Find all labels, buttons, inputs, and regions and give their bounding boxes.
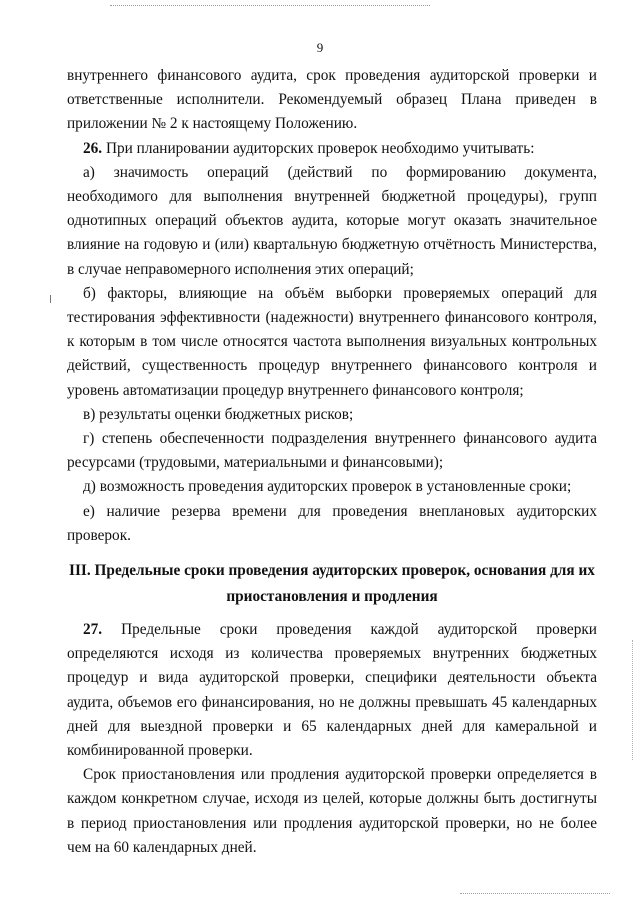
scan-artifact-bottom bbox=[460, 893, 610, 895]
section-heading: III. Предельные сроки проведения аудиторских проверок, основания для их приостановления и продления bbox=[69, 562, 595, 606]
scan-artifact-left bbox=[50, 295, 51, 303]
list-item-d: д) возможность проведения аудиторских проверок в установленные сроки; bbox=[83, 478, 572, 496]
scan-artifact-right bbox=[632, 640, 634, 760]
paragraph-27-text: Предельные сроки проведения каждой аудиторской проверки определяются исходя из количества проверяемых внутренних бюджетных процедур и вида аудиторской проверки, специфики деятельности объекта аудита, объемов его финансирования, но не должны превышать 45 календарных дней для выездной проверки и 65 календарных дней для камеральной и комбинированной проверки. bbox=[67, 621, 597, 760]
list-item-e: е) наличие резерва времени для проведения внеплановых аудиторских проверок. bbox=[67, 502, 597, 544]
list-item-b: б) факторы, влияющие на объём выборки проверяемых операций для тестирования эффективности (надежности) внутреннего финансового контроля, к которым в том числе относятся частота выполнения визуальных контрольных действий, существенность процедур внутреннего финансового контроля и уровень автоматизации процедур внутреннего финансового контроля; bbox=[67, 284, 597, 399]
paragraph-continuation: внутреннего финансового аудита, срок проведения аудиторской проверки и ответственные исполнители. Рекомендуемый образец Плана приведен в приложении № 2 к настоящему Положению. bbox=[67, 67, 597, 133]
paragraph-suspension-period: Срок приостановления или продления аудиторской проверки определяется в каждом конкретном случае, исходя из целей, которые должны быть достигнуты в период приостановления или продления аудиторской проверки, но не более чем на 60 календарных дней. bbox=[67, 766, 597, 856]
document-body bbox=[67, 64, 597, 860]
scan-artifact-top bbox=[110, 5, 430, 7]
page-number: 9 bbox=[316, 40, 324, 55]
paragraph-27 bbox=[67, 618, 597, 763]
list-item-g: г) степень обеспеченности подразделения внутреннего финансового аудита ресурсами (трудовыми, материальными и финансовыми); bbox=[67, 430, 597, 472]
paragraph-26-number: 26. bbox=[83, 139, 103, 157]
paragraph-27-number: 27. bbox=[83, 621, 103, 639]
list-item-a: а) значимость операций (действий по формированию документа, необходимого для выполнения внутренней бюджетной процедуры), групп однотипных операций объектов аудита, которые могут оказать значительное влияние на годовую и (или) квартальную бюджетную отчётность Министерства, в случае неправомерного исполнения этих операций; bbox=[67, 163, 597, 278]
list-item-v: в) результаты оценки бюджетных рисков; bbox=[83, 405, 354, 423]
paragraph-26 bbox=[67, 137, 597, 161]
paragraph-26-text: При планировании аудиторских проверок необходимо учитывать: bbox=[102, 139, 535, 157]
